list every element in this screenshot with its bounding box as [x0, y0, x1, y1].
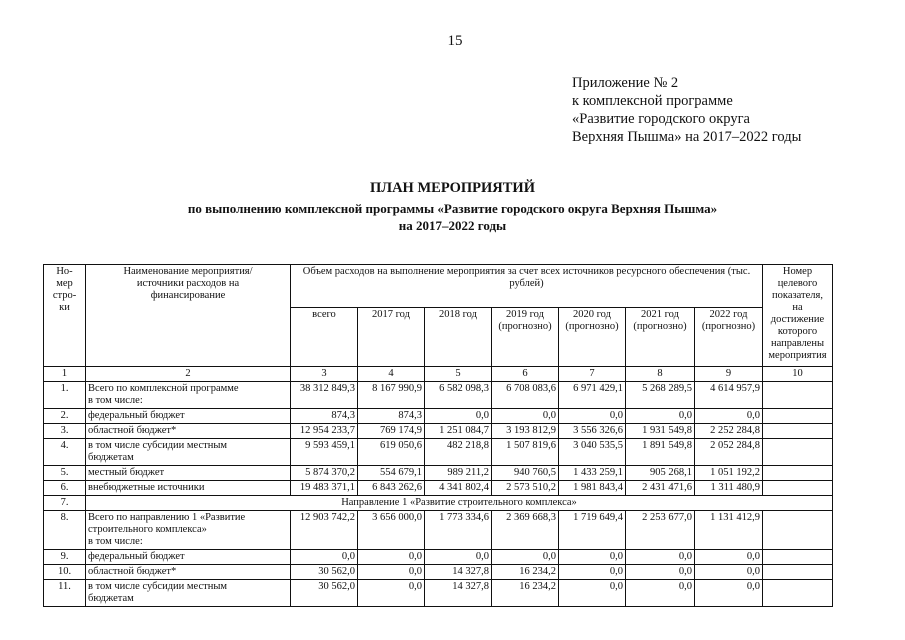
- cell-total: 5 874 370,2: [291, 466, 358, 481]
- cell-2020: 0,0: [559, 565, 626, 580]
- table-row: [44, 481, 833, 496]
- cell-2022: 2 252 284,8: [695, 424, 763, 439]
- header-name: Наименование мероприятия/ источники расходов на финансирование: [86, 265, 291, 367]
- cell-2021: 0,0: [626, 409, 695, 424]
- cell-2022: 0,0: [695, 550, 763, 565]
- row-name: местный бюджет: [86, 466, 291, 481]
- row-name: Всего по комплексной программе в том числе:: [86, 382, 291, 409]
- cell-2018: 4 341 802,4: [425, 481, 492, 496]
- cell-2022: 1 051 192,2: [695, 466, 763, 481]
- header-2020: 2020 год (прогнозно): [559, 308, 626, 367]
- cell-2018: 14 327,8: [425, 565, 492, 580]
- cell-2019: 2 369 668,3: [492, 511, 559, 550]
- row-name: внебюджетные источники: [86, 481, 291, 496]
- cell-target: [763, 565, 833, 580]
- cell-2018: 0,0: [425, 409, 492, 424]
- header-row-number: Но- мер стро- ки: [44, 265, 86, 367]
- cell-target: [763, 481, 833, 496]
- cell-2020: 0,0: [559, 580, 626, 607]
- row-number: 1.: [44, 382, 86, 409]
- cell-target: [763, 580, 833, 607]
- cell-target: [763, 424, 833, 439]
- row-name: областной бюджет*: [86, 424, 291, 439]
- cell-2019: 1 507 819,6: [492, 439, 559, 466]
- column-number: 2: [86, 367, 291, 382]
- cell-2022: 2 052 284,8: [695, 439, 763, 466]
- cell-2020: 6 971 429,1: [559, 382, 626, 409]
- column-number: 7: [559, 367, 626, 382]
- cell-2018: 989 211,2: [425, 466, 492, 481]
- cell-2019: 3 193 812,9: [492, 424, 559, 439]
- row-number: 4.: [44, 439, 86, 466]
- section-label: Направление 1 «Развитие строительного комплекса»: [86, 496, 833, 511]
- cell-total: 12 903 742,2: [291, 511, 358, 550]
- cell-2019: 0,0: [492, 409, 559, 424]
- cell-total: 30 562,0: [291, 580, 358, 607]
- cell-total: 9 593 459,1: [291, 439, 358, 466]
- page-number: 15: [447, 33, 463, 49]
- cell-2018: 14 327,8: [425, 580, 492, 607]
- header-target: Номер целевого показателя, на достижение которого направлены мероприятия: [763, 265, 833, 367]
- cell-2019: 16 234,2: [492, 565, 559, 580]
- row-number: 2.: [44, 409, 86, 424]
- column-number: 1: [44, 367, 86, 382]
- cell-2021: 5 268 289,5: [626, 382, 695, 409]
- row-number: 7.: [44, 496, 86, 511]
- cell-target: [763, 511, 833, 550]
- header-2022: 2022 год (прогнозно): [695, 308, 763, 367]
- row-number: 5.: [44, 466, 86, 481]
- cell-2022: 1 311 480,9: [695, 481, 763, 496]
- section-row: [44, 496, 833, 511]
- cell-target: [763, 466, 833, 481]
- cell-2018: 1 251 084,7: [425, 424, 492, 439]
- cell-2022: 4 614 957,9: [695, 382, 763, 409]
- document-subtitle: по выполнению комплексной программы «Развитие городского округа Верхняя Пышма»: [187, 201, 718, 216]
- row-number: 3.: [44, 424, 86, 439]
- cell-2020: 1 981 843,4: [559, 481, 626, 496]
- table-row: [44, 466, 833, 481]
- cell-2021: 2 431 471,6: [626, 481, 695, 496]
- header-2018: 2018 год: [425, 308, 492, 367]
- table-row: [44, 565, 833, 580]
- cell-2019: 940 760,5: [492, 466, 559, 481]
- header-2017: 2017 год: [358, 308, 425, 367]
- cell-2017: 6 843 262,6: [358, 481, 425, 496]
- table-row: [44, 580, 833, 607]
- column-number: 4: [358, 367, 425, 382]
- cell-2020: 1 433 259,1: [559, 466, 626, 481]
- appendix-line-3: «Развитие городского округа: [572, 111, 750, 127]
- appendix-line-1: Приложение № 2: [572, 75, 679, 91]
- column-number-row: [44, 367, 833, 382]
- cell-target: [763, 409, 833, 424]
- plan-table: [43, 264, 833, 607]
- appendix-line-2: к комплексной программе: [572, 93, 733, 109]
- cell-2017: 874,3: [358, 409, 425, 424]
- column-number: 9: [695, 367, 763, 382]
- row-name: федеральный бюджет: [86, 550, 291, 565]
- header-volume: Объем расходов на выполнение мероприятия за счет всех источников ресурсного обеспечения (тыс. рублей): [291, 265, 763, 308]
- row-name: федеральный бюджет: [86, 409, 291, 424]
- cell-2018: 1 773 334,6: [425, 511, 492, 550]
- row-number: 9.: [44, 550, 86, 565]
- cell-total: 19 483 371,1: [291, 481, 358, 496]
- table-row: [44, 439, 833, 466]
- table-row: [44, 424, 833, 439]
- cell-total: 12 954 233,7: [291, 424, 358, 439]
- row-number: 8.: [44, 511, 86, 550]
- row-number: 10.: [44, 565, 86, 580]
- cell-2018: 0,0: [425, 550, 492, 565]
- document-title: ПЛАН МЕРОПРИЯТИЙ: [370, 180, 535, 196]
- cell-total: 0,0: [291, 550, 358, 565]
- cell-target: [763, 550, 833, 565]
- row-name: в том числе субсидии местным бюджетам: [86, 580, 291, 607]
- column-number: 10: [763, 367, 833, 382]
- cell-2020: 0,0: [559, 550, 626, 565]
- row-name: Всего по направлению 1 «Развитие строительного комплекса» в том числе:: [86, 511, 291, 550]
- cell-2020: 0,0: [559, 409, 626, 424]
- cell-2018: 6 582 098,3: [425, 382, 492, 409]
- column-number: 8: [626, 367, 695, 382]
- appendix-block: [572, 74, 801, 146]
- cell-2021: 1 931 549,8: [626, 424, 695, 439]
- cell-total: 38 312 849,3: [291, 382, 358, 409]
- cell-total: 874,3: [291, 409, 358, 424]
- appendix-line-4: Верхняя Пышма» на 2017–2022 годы: [572, 129, 802, 145]
- cell-2020: 3 556 326,6: [559, 424, 626, 439]
- cell-2021: 0,0: [626, 580, 695, 607]
- table-row: [44, 409, 833, 424]
- cell-2021: 2 253 677,0: [626, 511, 695, 550]
- row-name: в том числе субсидии местным бюджетам: [86, 439, 291, 466]
- cell-2017: 0,0: [358, 580, 425, 607]
- cell-2017: 0,0: [358, 550, 425, 565]
- table-row: [44, 382, 833, 409]
- cell-2021: 0,0: [626, 550, 695, 565]
- cell-2017: 769 174,9: [358, 424, 425, 439]
- cell-total: 30 562,0: [291, 565, 358, 580]
- cell-2022: 0,0: [695, 409, 763, 424]
- column-number: 5: [425, 367, 492, 382]
- cell-target: [763, 382, 833, 409]
- table-row: [44, 550, 833, 565]
- cell-2021: 0,0: [626, 565, 695, 580]
- cell-2020: 3 040 535,5: [559, 439, 626, 466]
- cell-2017: 3 656 000,0: [358, 511, 425, 550]
- header-2021: 2021 год (прогнозно): [626, 308, 695, 367]
- row-number: 11.: [44, 580, 86, 607]
- cell-2017: 0,0: [358, 565, 425, 580]
- row-number: 6.: [44, 481, 86, 496]
- cell-2020: 1 719 649,4: [559, 511, 626, 550]
- cell-2021: 1 891 549,8: [626, 439, 695, 466]
- cell-2021: 905 268,1: [626, 466, 695, 481]
- cell-2022: 1 131 412,9: [695, 511, 763, 550]
- cell-2019: 0,0: [492, 550, 559, 565]
- cell-2019: 2 573 510,2: [492, 481, 559, 496]
- cell-2019: 16 234,2: [492, 580, 559, 607]
- table-row: [44, 511, 833, 550]
- cell-2022: 0,0: [695, 565, 763, 580]
- cell-2017: 619 050,6: [358, 439, 425, 466]
- cell-2019: 6 708 083,6: [492, 382, 559, 409]
- column-number: 6: [492, 367, 559, 382]
- header-total: всего: [291, 308, 358, 367]
- cell-2017: 554 679,1: [358, 466, 425, 481]
- cell-target: [763, 439, 833, 466]
- column-number: 3: [291, 367, 358, 382]
- cell-2022: 0,0: [695, 580, 763, 607]
- cell-2018: 482 218,8: [425, 439, 492, 466]
- cell-2017: 8 167 990,9: [358, 382, 425, 409]
- row-name: областной бюджет*: [86, 565, 291, 580]
- document-period: на 2017–2022 годы: [398, 218, 507, 233]
- header-2019: 2019 год (прогнозно): [492, 308, 559, 367]
